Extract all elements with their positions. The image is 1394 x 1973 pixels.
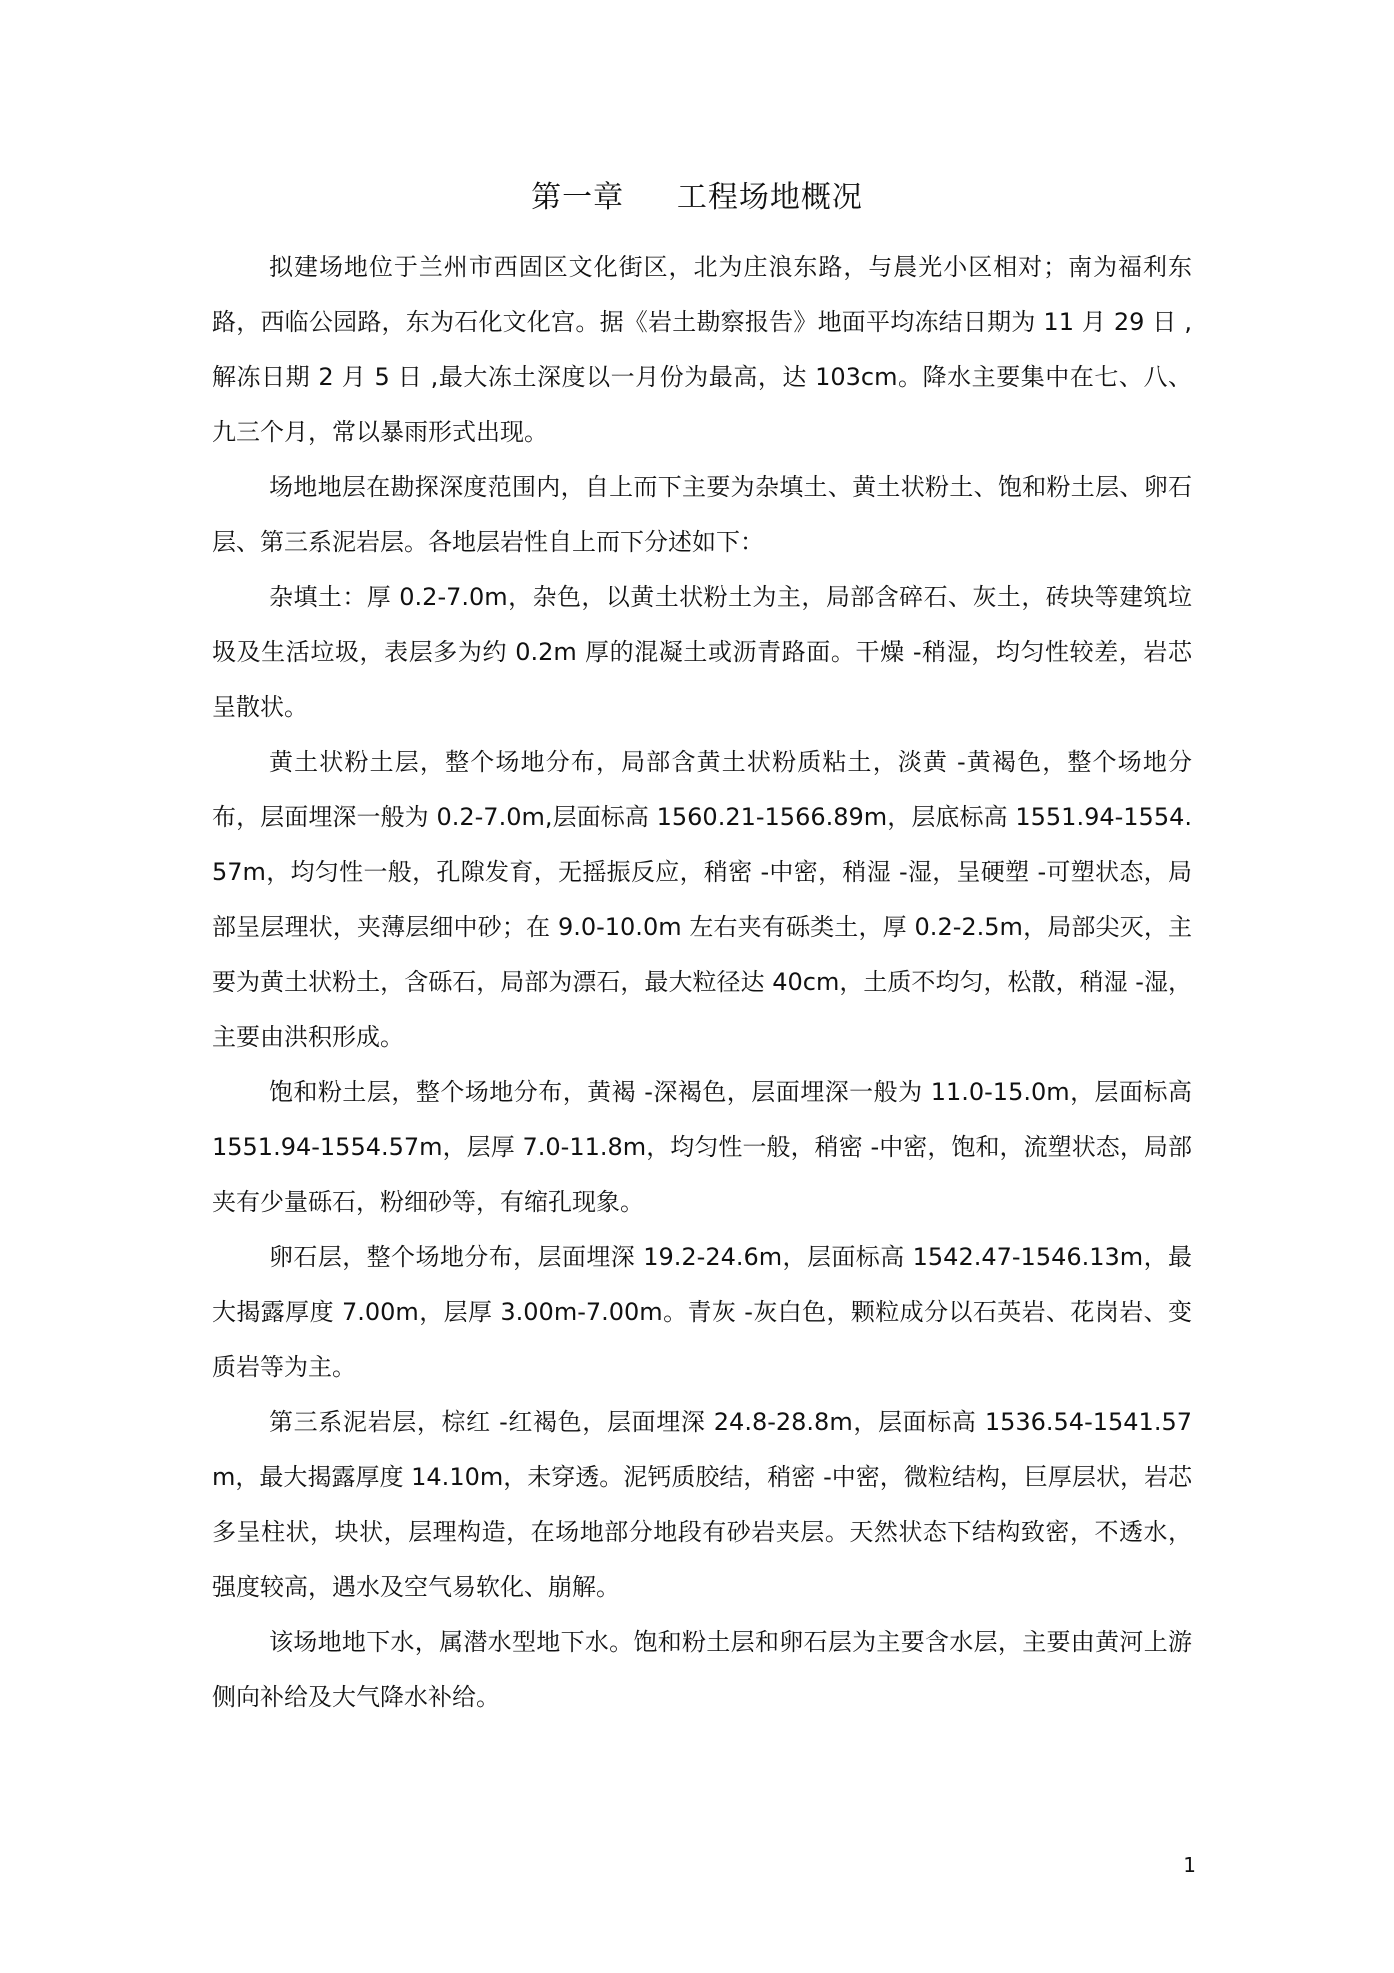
paragraph-saturated-silt: 饱和粉土层，整个场地分布，黄褐 -深褐色，层面埋深一般为 11.0-15.0m，层面标高 1551.94-1554.57m，层厚 7.0-11.8m，均匀性一般，稍密 -中密，饱和，流塑状态，局部夹有少量砾石，粉细砂等，有缩孔现象。 — [212, 1078, 1192, 1216]
paragraph-site-location: 拟建场地位于兰州市西固区文化街区，北为庄浪东路，与晨光小区相对；南为福利东路，西临公园路，东为石化文化宫。据《岩土勘察报告》地面平均冻结日期为 11 月 29 日 ,解冻日期 2 月 5 日 ,最大冻土深度以一月份为最高，达 103cm。降水主要集中在七、八、九三个月，常以暴雨形式出现。 — [212, 253, 1192, 446]
paragraph-miscellaneous-fill: 杂填土：厚 0.2-7.0m，杂色，以黄土状粉土为主，局部含碎石、灰土，砖块等建筑垃圾及生活垃圾，表层多为约 0.2m 厚的混凝土或沥青路面。干燥 -稍湿，均匀性较差，岩芯呈散状。 — [212, 583, 1192, 721]
paragraph-pebble-layer: 卵石层，整个场地分布，层面埋深 19.2-24.6m，层面标高 1542.47-1546.13m，最大揭露厚度 7.00m，层厚 3.00m-7.00m。青灰 -灰白色，颗粒成分以石英岩、花岗岩、变质岩等为主。 — [212, 1243, 1192, 1381]
chapter-title: 第一章 工程场地概况 — [531, 180, 863, 215]
document-body — [212, 240, 1192, 1725]
paragraph-tertiary-mudstone: 第三系泥岩层，棕红 -红褐色，层面埋深 24.8-28.8m，层面标高 1536.54-1541.57m，最大揭露厚度 14.10m，未穿透。泥钙质胶结，稍密 -中密，微粒结构，巨厚层状，岩芯多呈柱状，块状，层理构造，在场地部分地段有砂岩夹层。天然状态下结构致密，不透水，强度较高，遇水及空气易软化、崩解。 — [212, 1408, 1192, 1601]
paragraph-groundwater: 该场地地下水，属潜水型地下水。饱和粉土层和卵石层为主要含水层，主要由黄河上游侧向补给及大气降水补给。 — [212, 1628, 1192, 1711]
page-number: 1 — [1183, 1853, 1196, 1877]
paragraph-stratum-overview: 场地地层在勘探深度范围内，自上而下主要为杂填土、黄土状粉土、饱和粉土层、卵石层、第三系泥岩层。各地层岩性自上而下分述如下： — [212, 473, 1192, 556]
paragraph-loess-silt: 黄土状粉土层，整个场地分布，局部含黄土状粉质粘土，淡黄 -黄褐色，整个场地分布，层面埋深一般为 0.2-7.0m,层面标高 1560.21-1566.89m，层底标高 1551.94-1554.57m，均匀性一般，孔隙发育，无摇振反应，稍密 -中密，稍湿 -湿，呈硬塑 -可塑状态，局部呈层理状，夹薄层细中砂；在 9.0-10.0m 左右夹有砾类土，厚 0.2-2.5m，局部尖灭，主要为黄土状粉土，含砾石，局部为漂石，最大粒径达 40cm，土质不均匀，松散，稍湿 -湿，主要由洪积形成。 — [212, 748, 1192, 1051]
